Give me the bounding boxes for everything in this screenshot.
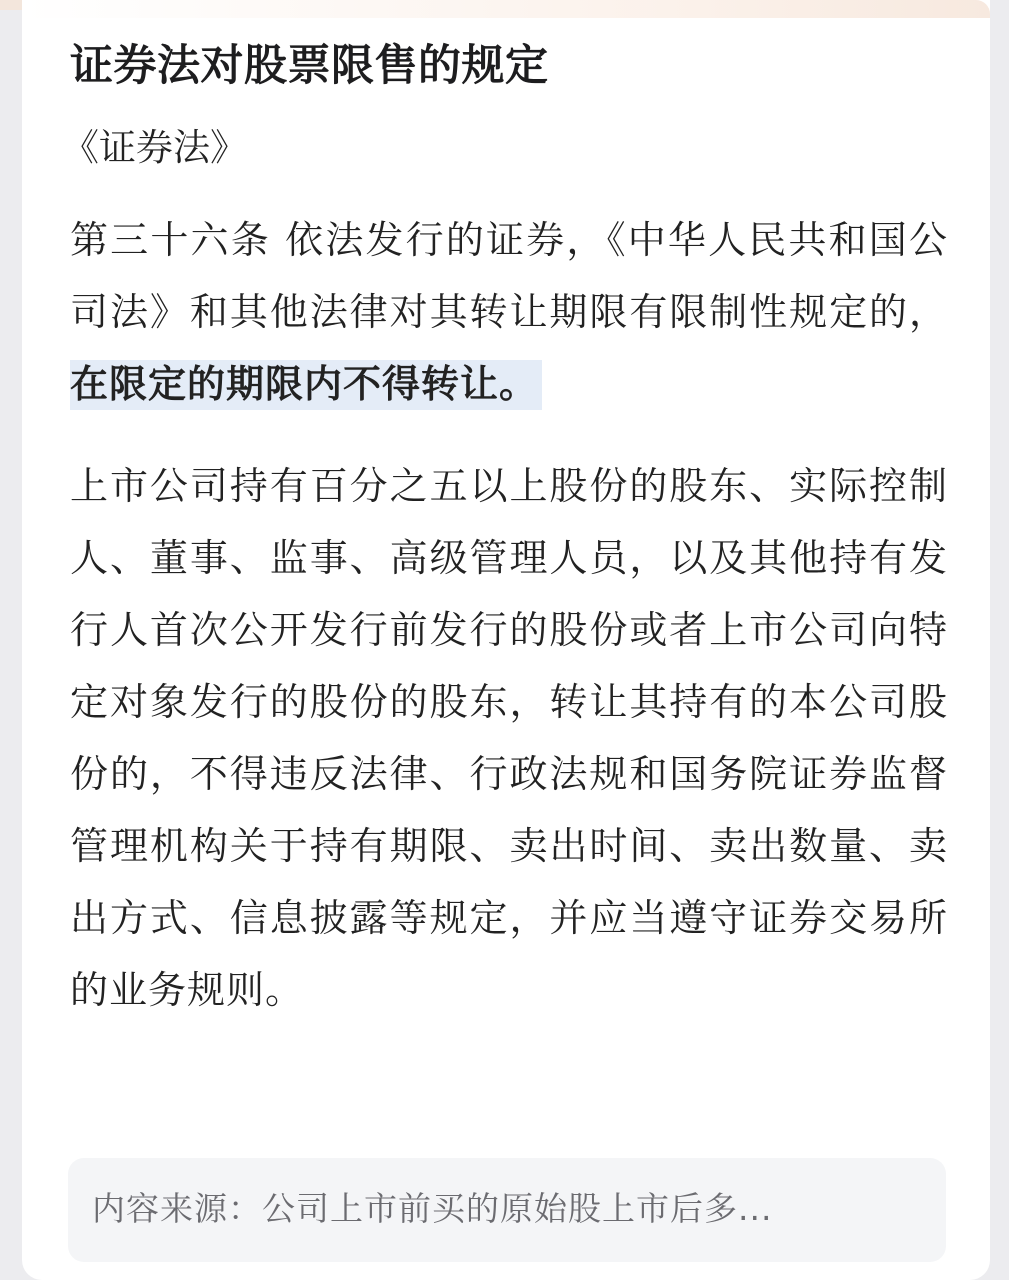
source-text: 内容来源：公司上市前买的原始股上市后多... bbox=[92, 1189, 773, 1228]
article-36-text: 第三十六条 依法发行的证券，《中华人民共和国公司法》和其他法律对其转让期限有限制性规定的， bbox=[70, 218, 948, 334]
article-content bbox=[62, 36, 948, 1026]
shareholder-restriction-paragraph: 上市公司持有百分之五以上股份的股东、实际控制人、董事、监事、高级管理人员，以及其他持有发行人首次公开发行前发行的股份或者上市公司向特定对象发行的股份的股东，转让其持有的本公司股份的，不得违反法律、行政法规和国务院证券监督管理机构关于持有期限、卖出时间、卖出数量、卖出方式、信息披露等规定，并应当遵守证券交易所的业务规则。 bbox=[70, 464, 948, 1012]
highlighted-text: 在限定的期限内不得转让。 bbox=[70, 360, 542, 410]
answer-card bbox=[22, 0, 990, 1280]
source-link[interactable] bbox=[68, 1158, 946, 1262]
card-top-tint bbox=[22, 0, 990, 18]
law-name: 《证券法》 bbox=[62, 126, 247, 169]
article-title: 证券法对股票限售的规定 bbox=[70, 41, 549, 91]
article-36-paragraph bbox=[70, 204, 948, 420]
